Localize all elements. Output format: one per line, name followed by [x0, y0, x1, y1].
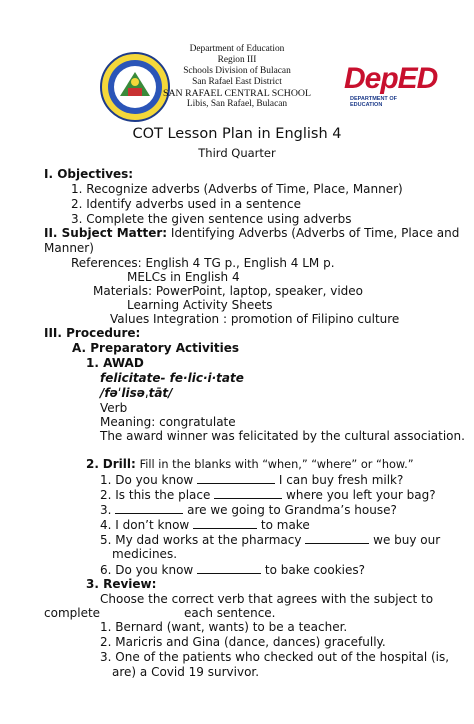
drill-item-1: [100, 472, 403, 488]
drill-blank-5: [305, 532, 369, 544]
drill-item-2: [100, 487, 436, 503]
drill-item-4: [100, 517, 310, 533]
drill-item-5-start: 5. My dad works at the pharmacy: [100, 533, 302, 547]
drill-item-6: [100, 562, 365, 578]
drill-item-2-end: where you left your bag?: [286, 488, 436, 502]
learning-sheets-line: Learning Activity Sheets: [127, 298, 273, 312]
drill-blank-4: [193, 517, 257, 529]
drill-item-5-cont: medicines.: [112, 547, 178, 561]
awad-meaning: Meaning: congratulate: [100, 415, 236, 429]
subject-matter-topic: Identifying Adverbs (Adverbs of Time, Place and: [170, 226, 460, 240]
references-line: References: English 4 TG p., English 4 LM p.: [71, 256, 335, 270]
header-line-district: San Rafael East District: [192, 77, 282, 87]
awad-pronunciation: /fəˈlisəˌtāt/: [100, 386, 173, 400]
header-line-address: Libis, San Rafael, Bulacan: [186, 99, 288, 109]
deped-logo: [344, 62, 438, 118]
objective-item-3: 3. Complete the given sentence using adverbs: [71, 212, 352, 226]
drill-instruction: Fill in the blanks with “when,” “where” or “how.”: [139, 458, 414, 471]
review-heading: 3. Review:: [86, 577, 157, 591]
page-title: COT Lesson Plan in English 4: [132, 126, 342, 142]
deped-logo-caption: DEPARTMENT OF EDUCATION: [350, 96, 397, 108]
drill-item-3-end: are we going to Grandma’s house?: [187, 503, 397, 517]
drill-blank-2: [214, 487, 282, 499]
drill-item-3: [100, 502, 397, 518]
review-instruction-line2b: each sentence.: [184, 606, 276, 620]
drill-item-4-end: to make: [260, 518, 310, 532]
awad-part-of-speech: Verb: [100, 401, 128, 415]
deped-logo-text: DepED: [344, 62, 438, 95]
drill-label: Drill:: [102, 457, 136, 471]
awad-word: felicitate- fe·lic·i·tate: [100, 371, 244, 385]
drill-blank-3: [115, 502, 183, 514]
drill-number: 2.: [86, 457, 99, 471]
subject-matter-heading: II. Subject Matter:: [44, 226, 168, 240]
header-line-division: Schools Division of Bulacan: [183, 66, 291, 76]
drill-item-4-start: 4. I don’t know: [100, 518, 190, 532]
review-item-3-cont: are) a Covid 19 survivor.: [112, 665, 260, 679]
review-item-2: 2. Maricris and Gina (dance, dances) gracefully.: [100, 635, 386, 649]
review-item-1: 1. Bernard (want, wants) to be a teacher.: [100, 620, 348, 634]
drill-blank-6: [197, 562, 261, 574]
materials-line: Materials: PowerPoint, laptop, speaker, video: [93, 284, 364, 298]
drill-item-1-start: 1. Do you know: [100, 473, 194, 487]
subject-matter-topic-cont: Manner): [44, 241, 94, 255]
drill-instruction-line: [86, 457, 414, 472]
review-item-3: 3. One of the patients who checked out of the hospital (is,: [100, 650, 450, 664]
header-line-region: Region III: [217, 55, 257, 65]
values-integration-line: Values Integration : promotion of Filipino culture: [110, 312, 400, 326]
drill-item-3-start: 3.: [100, 503, 112, 517]
drill-item-5: [100, 532, 440, 548]
page-subtitle: Third Quarter: [198, 146, 276, 160]
drill-item-6-start: 6. Do you know: [100, 563, 194, 577]
objective-item-2: 2. Identify adverbs used in a sentence: [71, 197, 301, 211]
awad-example: The award winner was felicitated by the cultural association.: [100, 429, 465, 443]
preparatory-activities-heading: A. Preparatory Activities: [72, 341, 240, 355]
header-line-school: SAN RAFAEL CENTRAL SCHOOL: [163, 88, 311, 99]
procedure-heading: III. Procedure:: [44, 326, 141, 340]
objective-item-1: 1. Recognize adverbs (Adverbs of Time, Place, Manner): [71, 182, 403, 196]
subject-matter-line: [44, 226, 459, 241]
melcs-line: MELCs in English 4: [127, 270, 240, 284]
drill-blank-1: [197, 472, 275, 484]
review-instruction-line2a: complete: [44, 606, 101, 620]
drill-item-5-end: we buy our: [373, 533, 441, 547]
review-instruction-line1: Choose the correct verb that agrees with the subject to: [100, 592, 434, 606]
awad-heading: 1. AWAD: [86, 356, 144, 370]
header-line-department: Department of Education: [189, 44, 285, 54]
objectives-heading: I. Objectives:: [44, 167, 134, 181]
drill-item-1-end: I can buy fresh milk?: [278, 473, 404, 487]
drill-item-2-start: 2. Is this the place: [100, 488, 211, 502]
drill-item-6-end: to bake cookies?: [264, 563, 366, 577]
